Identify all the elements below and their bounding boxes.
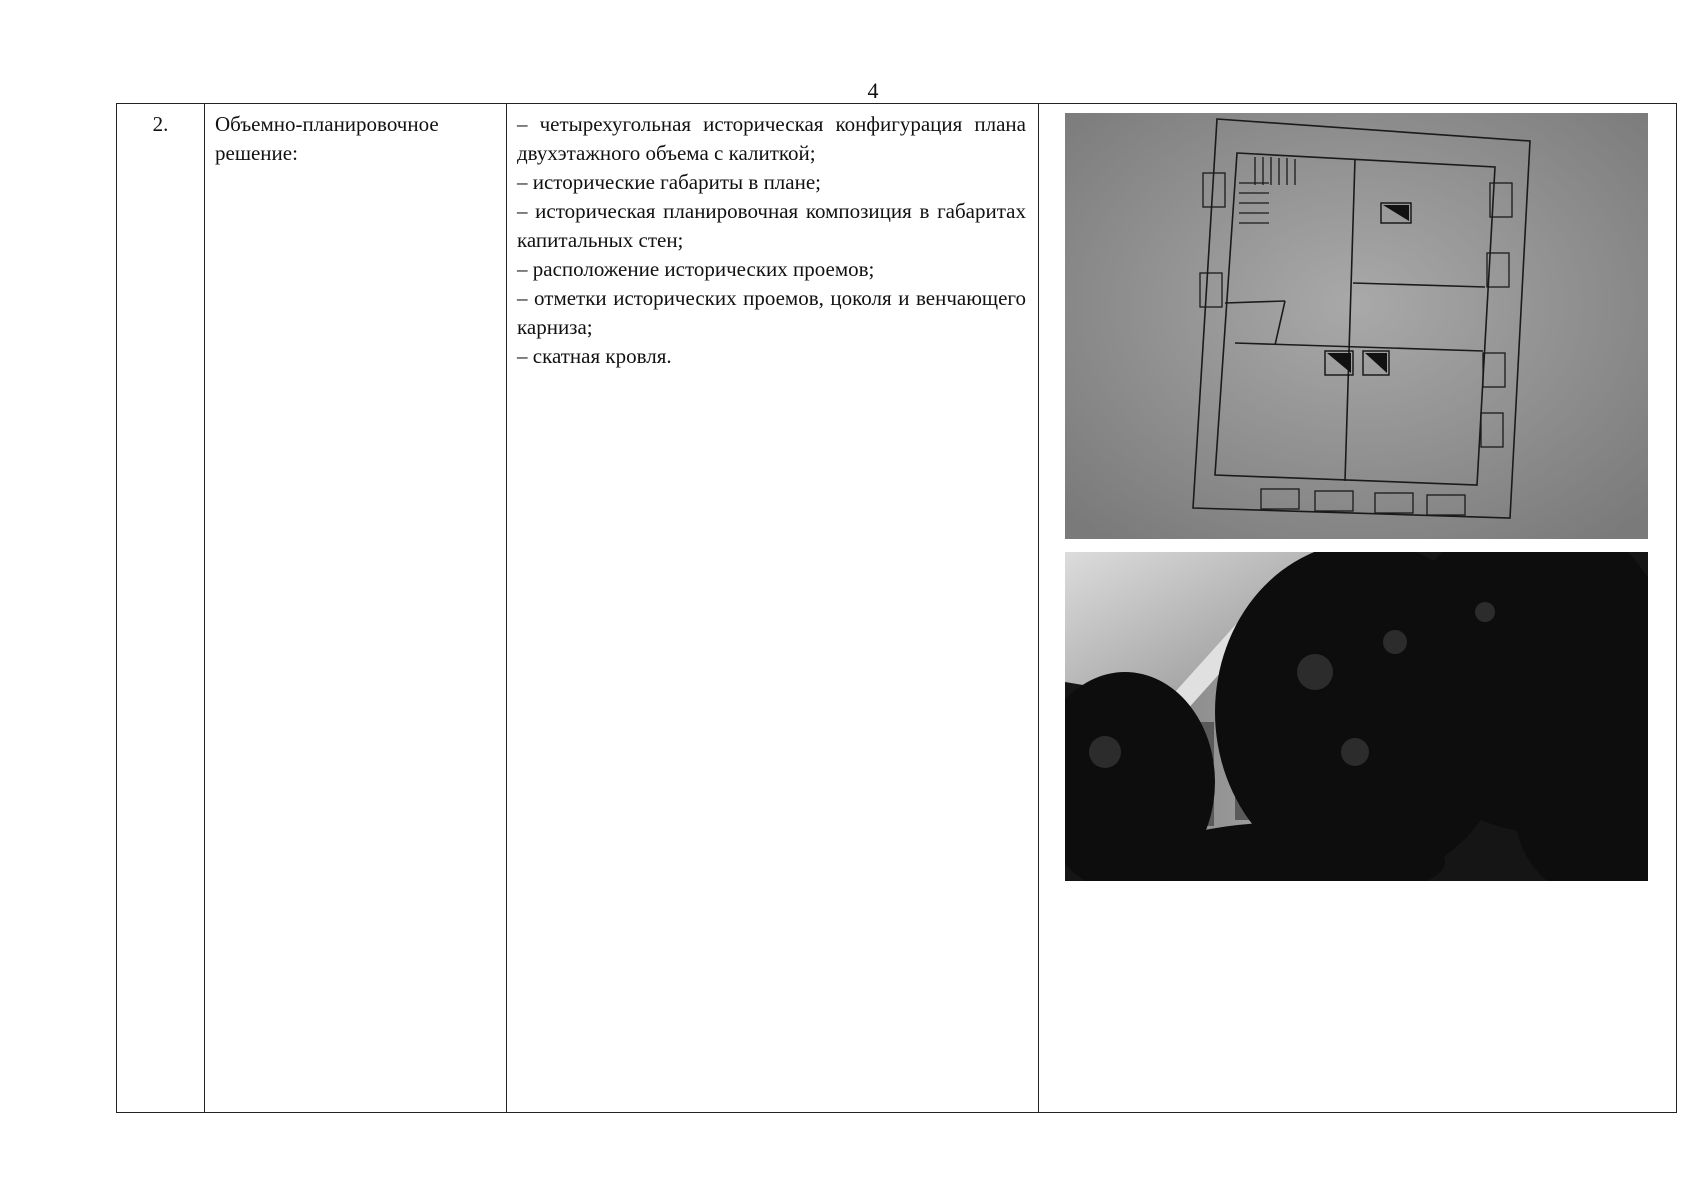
list-item: – скатная кровля.: [517, 344, 672, 368]
building-photo: [1065, 552, 1648, 881]
floor-plan-image: [1065, 113, 1648, 539]
table-row: [117, 104, 1677, 1113]
row-number: 2.: [117, 104, 205, 1113]
list-item: – историческая планировочная композиция в габаритах капитальных стен;: [517, 199, 1026, 252]
row-title: Объемно-планировочное решение:: [205, 104, 507, 1113]
list-item: – расположение исторических проемов;: [517, 257, 875, 281]
page-number: 4: [867, 78, 879, 103]
row-images: [1039, 104, 1677, 1113]
row-description: [507, 104, 1039, 1113]
list-item: – исторические габариты в плане;: [517, 170, 821, 194]
protection-subject-table: [116, 103, 1677, 1113]
list-item: – отметки исторических проемов, цоколя и венчающего карниза;: [517, 286, 1026, 339]
list-item: – четырехугольная историческая конфигурация плана двухэтажного объема с калиткой;: [517, 112, 1026, 165]
